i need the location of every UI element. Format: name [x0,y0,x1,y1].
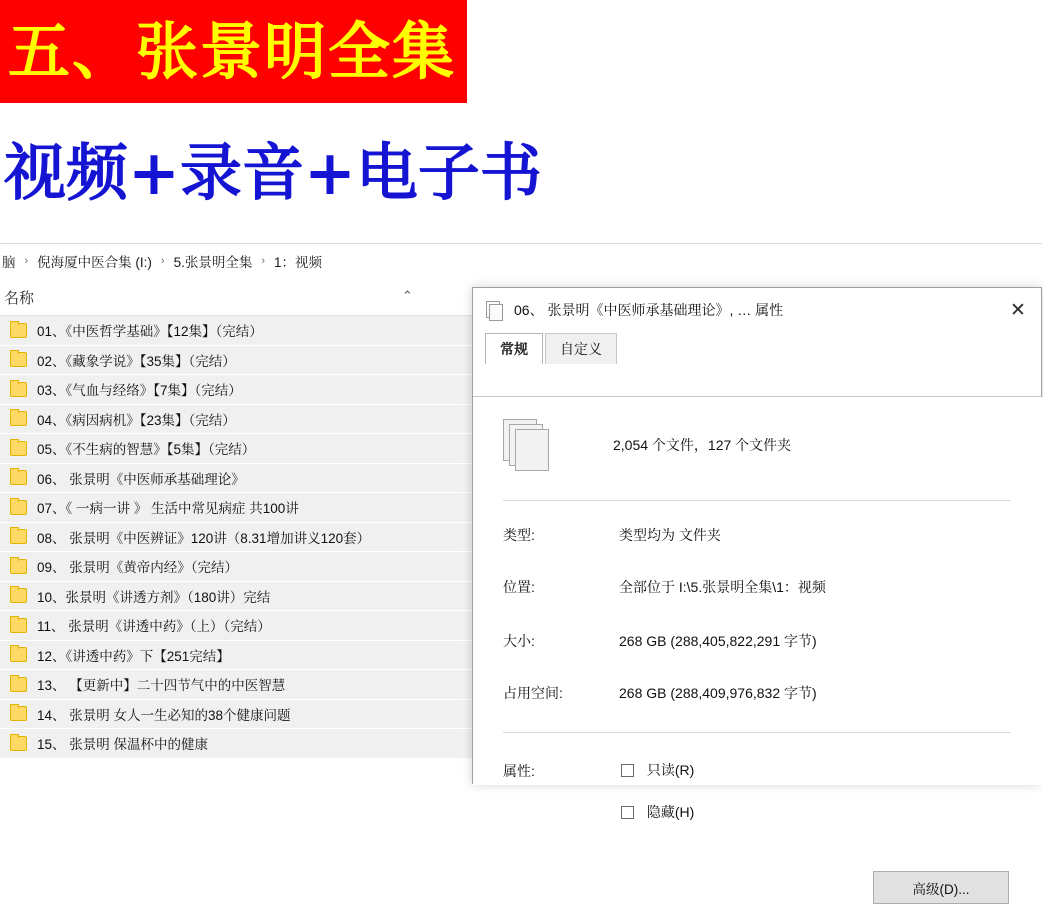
folder-icon [10,441,27,456]
properties-dialog [472,287,1042,897]
breadcrumb-item[interactable]: 1：视频 [274,255,323,270]
folder-icon [10,618,27,633]
file-name: 11、 张景明《讲透中药》（上）（完结） [37,619,271,635]
tab-general[interactable]: 常规 [485,333,543,364]
folder-icon [10,470,27,485]
summary-row [503,419,791,471]
field-location-label: 位置: [503,579,535,595]
table-row[interactable] [0,523,472,553]
table-row[interactable] [0,464,472,494]
attributes-label: 属性: [503,763,535,779]
hidden-checkbox[interactable] [621,806,634,819]
file-name: 05、《不生病的智慧》【5集】（完结） [37,442,256,458]
folder-icon [10,323,27,338]
table-row[interactable] [0,670,472,700]
breadcrumb-item[interactable]: 脑 [2,255,16,270]
table-row[interactable] [0,582,472,612]
folder-icon [10,588,27,603]
field-size-on-disk-label: 占用空间: [503,685,563,701]
multi-folder-icon [486,301,503,320]
field-type-label: 类型: [503,527,535,543]
table-row[interactable] [0,346,472,376]
table-row[interactable] [0,552,472,582]
folder-icon [10,352,27,367]
folder-icon [10,382,27,397]
file-name: 15、 张景明 保温杯中的健康 [37,737,209,753]
breadcrumb-item[interactable]: 5.张景明全集 [173,255,253,270]
table-row[interactable] [0,641,472,671]
file-list [0,316,472,759]
hidden-label: 隐藏(H) [646,804,695,820]
breadcrumb-separator: › [24,255,29,267]
folder-icon [10,706,27,721]
table-row[interactable] [0,434,472,464]
close-icon[interactable]: ✕ [1010,299,1026,321]
stacked-documents-icon [503,419,559,471]
file-name: 13、 【更新中】二十四节气中的中医智慧 [37,678,286,694]
breadcrumb[interactable] [0,244,1042,278]
breadcrumb-separator: › [160,255,165,267]
folder-icon [10,411,27,426]
file-name: 14、 张景明 女人一生必知的38个健康问题 [37,707,291,723]
column-header-name[interactable]: 名称 [4,290,35,307]
field-location-value: 全部位于 I:\5.张景明全集\1：视频 [619,579,826,595]
folder-icon [10,500,27,515]
field-type-value: 类型均为 文件夹 [619,527,721,543]
file-count-summary: 2,054 个文件，127 个文件夹 [613,437,792,453]
readonly-label: 只读(R) [646,762,695,778]
readonly-checkbox[interactable] [621,764,634,777]
folder-icon [10,677,27,692]
field-size-on-disk-value: 268 GB (288,409,976,832 字节) [619,685,817,701]
field-size-label: 大小: [503,633,535,649]
table-row[interactable] [0,316,472,346]
dialog-body [473,397,1043,820]
file-name: 01、《中医哲学基础》【12集】（完结） [37,324,263,340]
folder-icon [10,647,27,662]
breadcrumb-separator: › [261,255,266,267]
table-row[interactable] [0,493,472,523]
breadcrumb-item[interactable]: 倪海厦中医合集 (I:) [37,255,152,270]
advanced-button[interactable]: 高级(D)... [873,871,1009,904]
file-name: 07、《 一病一讲 》 生活中常见病症 共100讲 [37,501,299,517]
dialog-titlebar[interactable] [473,288,1041,332]
table-row[interactable] [0,405,472,435]
file-name: 04、《病因病机》【23集】（完结） [37,412,236,428]
hidden-checkbox-row[interactable] [621,802,694,822]
folder-icon [10,736,27,751]
red-banner-title: 五、张景明全集 [8,15,457,88]
file-name: 03、《气血与经络》【7集】（完结） [37,383,242,399]
file-name: 09、 张景明《黄帝内经》（完结） [37,560,239,576]
file-name: 08、 张景明《中医辨证》120讲（8.31增加讲义120套） [37,530,371,546]
divider-bottom [503,732,1011,733]
folder-icon [10,529,27,544]
dialog-tabs [485,332,1041,364]
dialog-title: 06、 张景明《中医师承基础理论》, … 属性 [514,302,784,318]
table-row[interactable] [0,729,472,759]
table-row[interactable] [0,375,472,405]
field-size-value: 268 GB (288,405,822,291 字节) [619,633,817,649]
table-row[interactable] [0,611,472,641]
file-name: 10、张景明《讲透方剂》（180讲）完结 [37,589,271,605]
file-name: 02、《藏象学说》【35集】（完结） [37,353,236,369]
folder-icon [10,559,27,574]
file-name: 12、《讲透中药》下【251完结】 [37,648,230,664]
sort-ascending-icon[interactable]: ⌃ [402,288,413,303]
divider-top [503,500,1011,501]
table-row[interactable] [0,700,472,730]
file-name: 06、 张景明《中医师承基础理论》 [37,471,245,487]
tab-custom[interactable]: 自定义 [545,333,617,364]
blue-subtitle: 视频+录音+电子书 [4,136,542,209]
readonly-checkbox-row[interactable] [621,760,694,780]
